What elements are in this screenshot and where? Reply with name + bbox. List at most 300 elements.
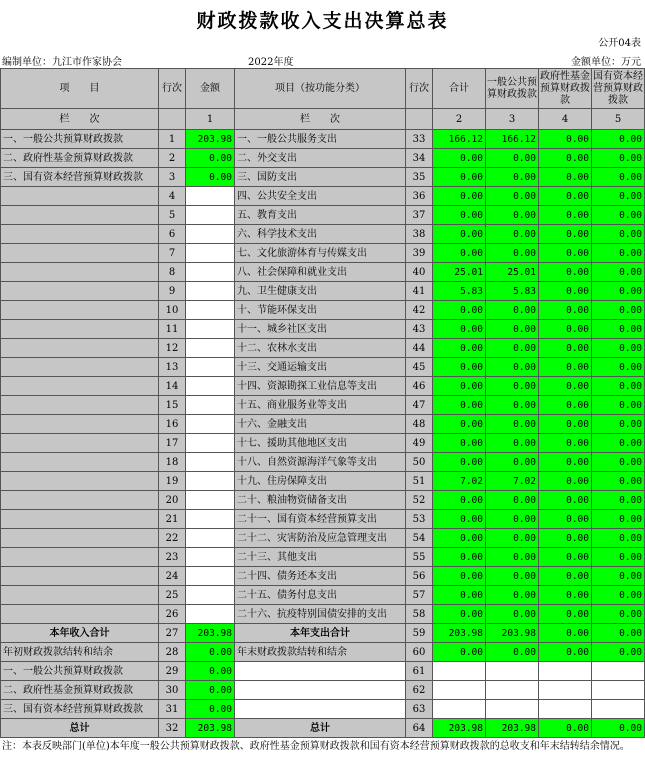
grand-total-general: 203.98: [486, 719, 539, 738]
end-sub-cell: [539, 662, 592, 681]
income-row-no: 3: [159, 168, 186, 187]
income-amount: [186, 586, 235, 605]
end-sub-cell: [486, 700, 539, 719]
expense-row-no: 50: [406, 453, 433, 472]
end-sub-cell: [539, 681, 592, 700]
end-sub-no: 63: [406, 700, 433, 719]
year-expense-total: 203.98: [433, 624, 486, 643]
income-amount: [186, 548, 235, 567]
expense-total: 0.00: [433, 358, 486, 377]
table-row: [1, 377, 645, 396]
expense-label: 二十四、债务还本支出: [235, 567, 406, 586]
year-total-row: [1, 624, 645, 643]
expense-total: 0.00: [433, 149, 486, 168]
col-3: 3: [486, 109, 539, 130]
expense-row-no: 40: [406, 263, 433, 282]
end-balance-label: 年末财政拨款结转和结余: [235, 643, 406, 662]
begin-sub-label: 二、政府性基金预算财政拨款: [1, 681, 159, 700]
expense-row-no: 55: [406, 548, 433, 567]
year-income-total-no: 27: [159, 624, 186, 643]
income-row-no: 2: [159, 149, 186, 168]
expense-general: 0.00: [486, 339, 539, 358]
begin-sub-label: 三、国有资本经营预算财政拨款: [1, 700, 159, 719]
income-row-no: 8: [159, 263, 186, 282]
expense-label: 二十三、其他支出: [235, 548, 406, 567]
income-amount: [186, 434, 235, 453]
column-index-row: [1, 109, 645, 130]
expense-label: 十八、自然资源海洋气象等支出: [235, 453, 406, 472]
income-amount: [186, 567, 235, 586]
year-expense-total-no: 59: [406, 624, 433, 643]
expense-gov-fund: 0.00: [539, 415, 592, 434]
begin-balance-label: 年初财政拨款结转和结余: [1, 643, 159, 662]
expense-row-no: 52: [406, 491, 433, 510]
income-amount: 203.98: [186, 130, 235, 149]
expense-label: 十七、援助其他地区支出: [235, 434, 406, 453]
end-sub-cell: [433, 662, 486, 681]
table-row: [1, 491, 645, 510]
income-label: [1, 282, 159, 301]
year-expense-gov-fund: 0.00: [539, 624, 592, 643]
end-sub-no: 62: [406, 681, 433, 700]
balance-sub-row: [1, 700, 645, 719]
expense-general: 0.00: [486, 548, 539, 567]
expense-general: 0.00: [486, 320, 539, 339]
expense-row-no: 42: [406, 301, 433, 320]
expense-state-capital: 0.00: [592, 301, 645, 320]
income-amount: [186, 453, 235, 472]
end-sub-cell: [539, 700, 592, 719]
expense-general: 0.00: [486, 453, 539, 472]
expense-row-no: 51: [406, 472, 433, 491]
end-balance-no: 60: [406, 643, 433, 662]
expense-state-capital: 0.00: [592, 548, 645, 567]
expense-state-capital: 0.00: [592, 453, 645, 472]
table-row: [1, 339, 645, 358]
expense-general: 0.00: [486, 149, 539, 168]
income-label: [1, 491, 159, 510]
income-label: [1, 339, 159, 358]
expense-general: 25.01: [486, 263, 539, 282]
income-amount: [186, 187, 235, 206]
income-row-no: 4: [159, 187, 186, 206]
expense-state-capital: 0.00: [592, 510, 645, 529]
table-row: [1, 225, 645, 244]
expense-total: 0.00: [433, 491, 486, 510]
income-label: [1, 396, 159, 415]
expense-state-capital: 0.00: [592, 586, 645, 605]
grand-total-amount: 203.98: [186, 719, 235, 738]
income-label: [1, 586, 159, 605]
expense-row-no: 54: [406, 529, 433, 548]
grand-total-row: [1, 719, 645, 738]
year-expense-state-capital: 0.00: [592, 624, 645, 643]
end-sub-cell: [433, 700, 486, 719]
col-blank: [159, 109, 186, 130]
end-balance-gov-fund: 0.00: [539, 643, 592, 662]
budget-table: [0, 68, 645, 738]
header-state-capital: 国有资本经营预算财政拨款: [592, 69, 645, 109]
income-label: [1, 453, 159, 472]
expense-general: 0.00: [486, 415, 539, 434]
income-row-no: 25: [159, 586, 186, 605]
col-label: 栏 次: [1, 109, 159, 130]
expense-gov-fund: 0.00: [539, 377, 592, 396]
expense-total: 5.83: [433, 282, 486, 301]
year-expense-total-label: 本年支出合计: [235, 624, 406, 643]
expense-general: 0.00: [486, 206, 539, 225]
expense-total: 0.00: [433, 301, 486, 320]
header-total: 合计: [433, 69, 486, 109]
expense-total: 0.00: [433, 586, 486, 605]
income-label: [1, 415, 159, 434]
expense-general: 7.02: [486, 472, 539, 491]
expense-general: 0.00: [486, 187, 539, 206]
table-row: [1, 187, 645, 206]
expense-label: 十五、商业服务业等支出: [235, 396, 406, 415]
income-label: [1, 548, 159, 567]
begin-sub-amount: 0.00: [186, 681, 235, 700]
expense-gov-fund: 0.00: [539, 586, 592, 605]
expense-total: 0.00: [433, 434, 486, 453]
grand-total-label-2: 总计: [235, 719, 406, 738]
expense-row-no: 46: [406, 377, 433, 396]
balance-sub-row: [1, 681, 645, 700]
expense-state-capital: 0.00: [592, 187, 645, 206]
income-row-no: 21: [159, 510, 186, 529]
end-sub-blank: [235, 700, 406, 719]
expense-general: 0.00: [486, 434, 539, 453]
expense-state-capital: 0.00: [592, 168, 645, 187]
income-amount: [186, 225, 235, 244]
expense-total: 166.12: [433, 130, 486, 149]
expense-total: 0.00: [433, 244, 486, 263]
income-amount: 0.00: [186, 149, 235, 168]
grand-total-state-capital: 0.00: [592, 719, 645, 738]
income-label: [1, 301, 159, 320]
income-row-no: 15: [159, 396, 186, 415]
expense-row-no: 35: [406, 168, 433, 187]
year-label: 2022年度: [248, 57, 294, 68]
end-balance-total: 0.00: [433, 643, 486, 662]
header-general-budget: 一般公共预算财政拨款: [486, 69, 539, 109]
unit-label: 编制单位：九江市作家协会: [2, 57, 122, 68]
balance-row: [1, 643, 645, 662]
expense-state-capital: 0.00: [592, 472, 645, 491]
grand-total-no-2: 64: [406, 719, 433, 738]
expense-total: 0.00: [433, 415, 486, 434]
header-row-no-2: 行次: [406, 69, 433, 109]
expense-gov-fund: 0.00: [539, 130, 592, 149]
table-row: [1, 263, 645, 282]
income-label: [1, 510, 159, 529]
expense-row-no: 37: [406, 206, 433, 225]
expense-general: 0.00: [486, 168, 539, 187]
expense-general: 0.00: [486, 377, 539, 396]
income-amount: [186, 396, 235, 415]
expense-gov-fund: 0.00: [539, 206, 592, 225]
expense-state-capital: 0.00: [592, 415, 645, 434]
begin-sub-no: 29: [159, 662, 186, 681]
income-row-no: 16: [159, 415, 186, 434]
expense-label: 十九、住房保障支出: [235, 472, 406, 491]
expense-total: 0.00: [433, 206, 486, 225]
begin-sub-label: 一、一般公共预算财政拨款: [1, 662, 159, 681]
income-label: [1, 206, 159, 225]
expense-gov-fund: 0.00: [539, 263, 592, 282]
income-label: [1, 263, 159, 282]
expense-row-no: 58: [406, 605, 433, 624]
end-sub-cell: [592, 662, 645, 681]
header-item: 项 目: [1, 69, 159, 109]
income-row-no: 14: [159, 377, 186, 396]
expense-label: 三、国防支出: [235, 168, 406, 187]
expense-state-capital: 0.00: [592, 149, 645, 168]
income-row-no: 22: [159, 529, 186, 548]
expense-row-no: 56: [406, 567, 433, 586]
income-amount: [186, 301, 235, 320]
grand-total-total: 203.98: [433, 719, 486, 738]
end-sub-no: 61: [406, 662, 433, 681]
expense-label: 十三、交通运输支出: [235, 358, 406, 377]
income-row-no: 18: [159, 453, 186, 472]
expense-total: 0.00: [433, 187, 486, 206]
expense-gov-fund: 0.00: [539, 396, 592, 415]
header-row-no: 行次: [159, 69, 186, 109]
col-4: 4: [539, 109, 592, 130]
table-row: [1, 149, 645, 168]
expense-total: 0.00: [433, 225, 486, 244]
income-amount: [186, 263, 235, 282]
expense-label: 九、卫生健康支出: [235, 282, 406, 301]
expense-total: 0.00: [433, 548, 486, 567]
expense-gov-fund: 0.00: [539, 187, 592, 206]
expense-general: 166.12: [486, 130, 539, 149]
year-expense-general: 203.98: [486, 624, 539, 643]
expense-row-no: 38: [406, 225, 433, 244]
expense-general: 0.00: [486, 358, 539, 377]
expense-state-capital: 0.00: [592, 434, 645, 453]
expense-state-capital: 0.00: [592, 282, 645, 301]
year-income-total-label: 本年收入合计: [1, 624, 159, 643]
expense-total: 0.00: [433, 510, 486, 529]
end-balance-general: 0.00: [486, 643, 539, 662]
end-sub-cell: [592, 700, 645, 719]
expense-state-capital: 0.00: [592, 339, 645, 358]
table-row: [1, 567, 645, 586]
col-1: 1: [186, 109, 235, 130]
income-label: 二、政府性基金预算财政拨款: [1, 149, 159, 168]
expense-label: 十六、金融支出: [235, 415, 406, 434]
income-amount: [186, 244, 235, 263]
page-title: 财政拨款收入支出决算总表: [196, 10, 449, 32]
expense-label: 二十五、债务付息支出: [235, 586, 406, 605]
expense-gov-fund: 0.00: [539, 453, 592, 472]
begin-sub-no: 31: [159, 700, 186, 719]
income-label: [1, 567, 159, 586]
expense-label: 八、社会保障和就业支出: [235, 263, 406, 282]
footnote: 注：本表反映部门(单位)本年度一般公共预算财政拨款、政府性基金预算财政拨款和国有资本经营预算财政拨款的总收支和年末结转结余情况。: [2, 741, 630, 752]
begin-sub-no: 30: [159, 681, 186, 700]
table-row: [1, 168, 645, 187]
income-row-no: 19: [159, 472, 186, 491]
expense-row-no: 44: [406, 339, 433, 358]
end-sub-blank: [235, 662, 406, 681]
meta-row: [0, 53, 645, 67]
expense-label: 十一、城乡社区支出: [235, 320, 406, 339]
income-row-no: 1: [159, 130, 186, 149]
expense-general: 0.00: [486, 301, 539, 320]
income-amount: [186, 529, 235, 548]
balance-sub-row: [1, 662, 645, 681]
expense-general: 0.00: [486, 510, 539, 529]
income-amount: [186, 491, 235, 510]
expense-state-capital: 0.00: [592, 130, 645, 149]
form-code: 公开04表: [598, 38, 641, 49]
expense-state-capital: 0.00: [592, 358, 645, 377]
table-row: [1, 548, 645, 567]
expense-total: 0.00: [433, 168, 486, 187]
begin-balance-no: 28: [159, 643, 186, 662]
expense-state-capital: 0.00: [592, 605, 645, 624]
expense-label: 七、文化旅游体育与传媒支出: [235, 244, 406, 263]
expense-gov-fund: 0.00: [539, 301, 592, 320]
income-label: [1, 377, 159, 396]
expense-row-no: 41: [406, 282, 433, 301]
income-row-no: 6: [159, 225, 186, 244]
year-income-total-amount: 203.98: [186, 624, 235, 643]
income-amount: [186, 320, 235, 339]
col-5: 5: [592, 109, 645, 130]
expense-row-no: 49: [406, 434, 433, 453]
expense-state-capital: 0.00: [592, 377, 645, 396]
expense-state-capital: 0.00: [592, 225, 645, 244]
expense-state-capital: 0.00: [592, 396, 645, 415]
income-label: [1, 187, 159, 206]
expense-gov-fund: 0.00: [539, 225, 592, 244]
begin-sub-amount: 0.00: [186, 700, 235, 719]
expense-row-no: 39: [406, 244, 433, 263]
income-label: [1, 225, 159, 244]
income-label: [1, 320, 159, 339]
col-label-2: 栏 次: [235, 109, 406, 130]
expense-general: 0.00: [486, 567, 539, 586]
income-amount: 0.00: [186, 168, 235, 187]
income-label: [1, 434, 159, 453]
header-row: [1, 69, 645, 109]
expense-row-no: 33: [406, 130, 433, 149]
expense-gov-fund: 0.00: [539, 529, 592, 548]
expense-total: 0.00: [433, 396, 486, 415]
expense-gov-fund: 0.00: [539, 548, 592, 567]
expense-label: 五、教育支出: [235, 206, 406, 225]
expense-gov-fund: 0.00: [539, 510, 592, 529]
expense-state-capital: 0.00: [592, 320, 645, 339]
expense-general: 0.00: [486, 244, 539, 263]
expense-row-no: 43: [406, 320, 433, 339]
expense-gov-fund: 0.00: [539, 434, 592, 453]
expense-general: 0.00: [486, 491, 539, 510]
income-label: 三、国有资本经营预算财政拨款: [1, 168, 159, 187]
income-label: [1, 358, 159, 377]
amount-unit: 金额单位：万元: [571, 57, 641, 68]
expense-state-capital: 0.00: [592, 206, 645, 225]
expense-state-capital: 0.00: [592, 567, 645, 586]
expense-gov-fund: 0.00: [539, 244, 592, 263]
expense-gov-fund: 0.00: [539, 491, 592, 510]
income-amount: [186, 206, 235, 225]
income-row-no: 12: [159, 339, 186, 358]
expense-gov-fund: 0.00: [539, 168, 592, 187]
income-label: [1, 472, 159, 491]
expense-label: 十二、农林水支出: [235, 339, 406, 358]
expense-label: 二十一、国有资本经营预算支出: [235, 510, 406, 529]
header-item-by-func: 项目（按功能分类）: [235, 69, 406, 109]
expense-general: 5.83: [486, 282, 539, 301]
expense-gov-fund: 0.00: [539, 149, 592, 168]
income-amount: [186, 415, 235, 434]
expense-label: 十、节能环保支出: [235, 301, 406, 320]
expense-label: 二十、粮油物资储备支出: [235, 491, 406, 510]
income-amount: [186, 358, 235, 377]
expense-label: 六、科学技术支出: [235, 225, 406, 244]
expense-gov-fund: 0.00: [539, 358, 592, 377]
income-row-no: 20: [159, 491, 186, 510]
expense-gov-fund: 0.00: [539, 320, 592, 339]
grand-total-no: 32: [159, 719, 186, 738]
end-balance-state-capital: 0.00: [592, 643, 645, 662]
table-row: [1, 472, 645, 491]
table-row: [1, 586, 645, 605]
end-sub-cell: [433, 681, 486, 700]
begin-balance-amount: 0.00: [186, 643, 235, 662]
col-2: 2: [433, 109, 486, 130]
expense-general: 0.00: [486, 225, 539, 244]
income-row-no: 17: [159, 434, 186, 453]
income-row-no: 5: [159, 206, 186, 225]
expense-total: 0.00: [433, 320, 486, 339]
table-row: [1, 605, 645, 624]
expense-gov-fund: 0.00: [539, 605, 592, 624]
income-label: [1, 529, 159, 548]
expense-row-no: 53: [406, 510, 433, 529]
table-row: [1, 244, 645, 263]
expense-state-capital: 0.00: [592, 263, 645, 282]
expense-total: 0.00: [433, 377, 486, 396]
header-amount: 金额: [186, 69, 235, 109]
income-amount: [186, 339, 235, 358]
begin-sub-amount: 0.00: [186, 662, 235, 681]
expense-row-no: 48: [406, 415, 433, 434]
expense-total: 0.00: [433, 567, 486, 586]
expense-total: 0.00: [433, 339, 486, 358]
end-sub-cell: [592, 681, 645, 700]
expense-total: 0.00: [433, 453, 486, 472]
table-row: [1, 130, 645, 149]
table-row: [1, 510, 645, 529]
grand-total-label: 总计: [1, 719, 159, 738]
end-sub-cell: [486, 681, 539, 700]
expense-gov-fund: 0.00: [539, 567, 592, 586]
expense-gov-fund: 0.00: [539, 472, 592, 491]
expense-label: 二、外交支出: [235, 149, 406, 168]
income-row-no: 10: [159, 301, 186, 320]
grand-total-gov-fund: 0.00: [539, 719, 592, 738]
expense-state-capital: 0.00: [592, 244, 645, 263]
expense-general: 0.00: [486, 586, 539, 605]
expense-total: 25.01: [433, 263, 486, 282]
expense-state-capital: 0.00: [592, 529, 645, 548]
